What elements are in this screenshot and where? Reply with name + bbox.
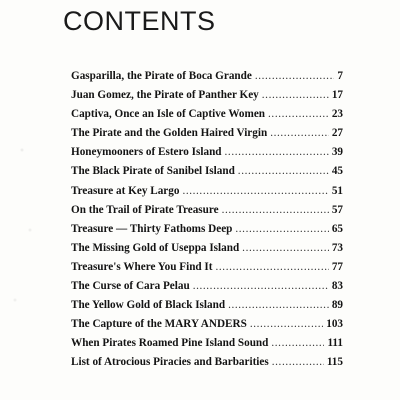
contents-heading: CONTENTS xyxy=(63,6,216,36)
toc-entry-title: Honeymooners of Estero Island xyxy=(71,146,222,159)
dot-leader xyxy=(270,124,329,143)
toc-entry-page: 77 xyxy=(331,260,343,273)
toc-entry xyxy=(71,239,343,258)
toc-entry xyxy=(71,315,343,334)
table-of-contents xyxy=(71,67,343,373)
toc-entry-title: The Black Pirate of Sanibel Island xyxy=(71,165,235,178)
dot-leader xyxy=(216,258,329,277)
toc-entry-page: 103 xyxy=(326,318,343,331)
toc-entry-title: List of Atrocious Piracies and Barbarities xyxy=(71,356,269,369)
toc-entry-page: 57 xyxy=(331,203,343,216)
toc-entry xyxy=(71,162,343,181)
dot-leader xyxy=(222,201,329,220)
dot-leader xyxy=(255,67,335,86)
toc-entry xyxy=(71,86,343,105)
toc-entry xyxy=(71,143,343,162)
dot-leader xyxy=(235,220,328,239)
toc-entry-page: 51 xyxy=(331,184,343,197)
toc-entry-title: The Pirate and the Golden Haired Virgin xyxy=(71,127,268,140)
toc-entry-page: 65 xyxy=(331,222,343,235)
toc-entry xyxy=(71,182,343,201)
toc-entry-page: 73 xyxy=(331,241,343,254)
toc-entry xyxy=(71,258,343,277)
toc-entry-title: The Curse of Cara Pelau xyxy=(71,280,190,293)
toc-entry-title: Treasure at Key Largo xyxy=(71,184,180,197)
toc-entry xyxy=(71,105,343,124)
dot-leader xyxy=(225,143,329,162)
toc-entry-page: 45 xyxy=(331,165,343,178)
toc-entry-page: 7 xyxy=(337,70,343,82)
toc-entry xyxy=(71,277,343,296)
dot-leader xyxy=(272,353,324,372)
dot-leader xyxy=(271,334,324,353)
toc-entry-page: 111 xyxy=(327,337,343,350)
toc-entry-page: 83 xyxy=(331,280,343,293)
dot-leader xyxy=(250,315,323,334)
dot-leader xyxy=(242,239,329,258)
toc-entry-page: 27 xyxy=(331,127,343,140)
toc-entry-title: Treasure — Thirty Fathoms Deep xyxy=(71,222,233,235)
dot-leader xyxy=(228,296,329,315)
toc-entry xyxy=(71,220,343,239)
dot-leader xyxy=(238,162,329,181)
toc-entry xyxy=(71,353,343,372)
toc-entry-title: Juan Gomez, the Pirate of Panther Key xyxy=(71,89,259,102)
toc-entry-title: On the Trail of Pirate Treasure xyxy=(71,203,219,216)
toc-entry-title: Gasparilla, the Pirate of Boca Grande xyxy=(71,70,252,82)
toc-entry xyxy=(71,334,343,353)
toc-entry xyxy=(71,201,343,220)
toc-entry-title: The Missing Gold of Useppa Island xyxy=(71,241,240,254)
toc-entry-title: When Pirates Roamed Pine Island Sound xyxy=(71,337,269,350)
toc-entry xyxy=(71,296,343,315)
toc-entry-page: 39 xyxy=(331,146,343,159)
toc-entry-title: The Capture of the MARY ANDERS xyxy=(71,318,247,331)
toc-entry xyxy=(71,124,343,143)
toc-entry-page: 115 xyxy=(326,356,343,369)
toc-entry-page: 23 xyxy=(331,108,343,121)
dot-leader xyxy=(262,86,329,105)
dot-leader xyxy=(182,182,328,201)
toc-entry-page: 89 xyxy=(331,299,343,312)
toc-entry-page: 17 xyxy=(331,89,343,102)
toc-entry-title: Treasure's Where You Find It xyxy=(71,260,213,273)
toc-entry-title: The Yellow Gold of Black Island xyxy=(71,299,226,312)
dot-leader xyxy=(268,105,329,124)
toc-entry-title: Captiva, Once an Isle of Captive Women xyxy=(71,108,266,121)
toc-entry xyxy=(71,67,343,86)
dot-leader xyxy=(193,277,329,296)
